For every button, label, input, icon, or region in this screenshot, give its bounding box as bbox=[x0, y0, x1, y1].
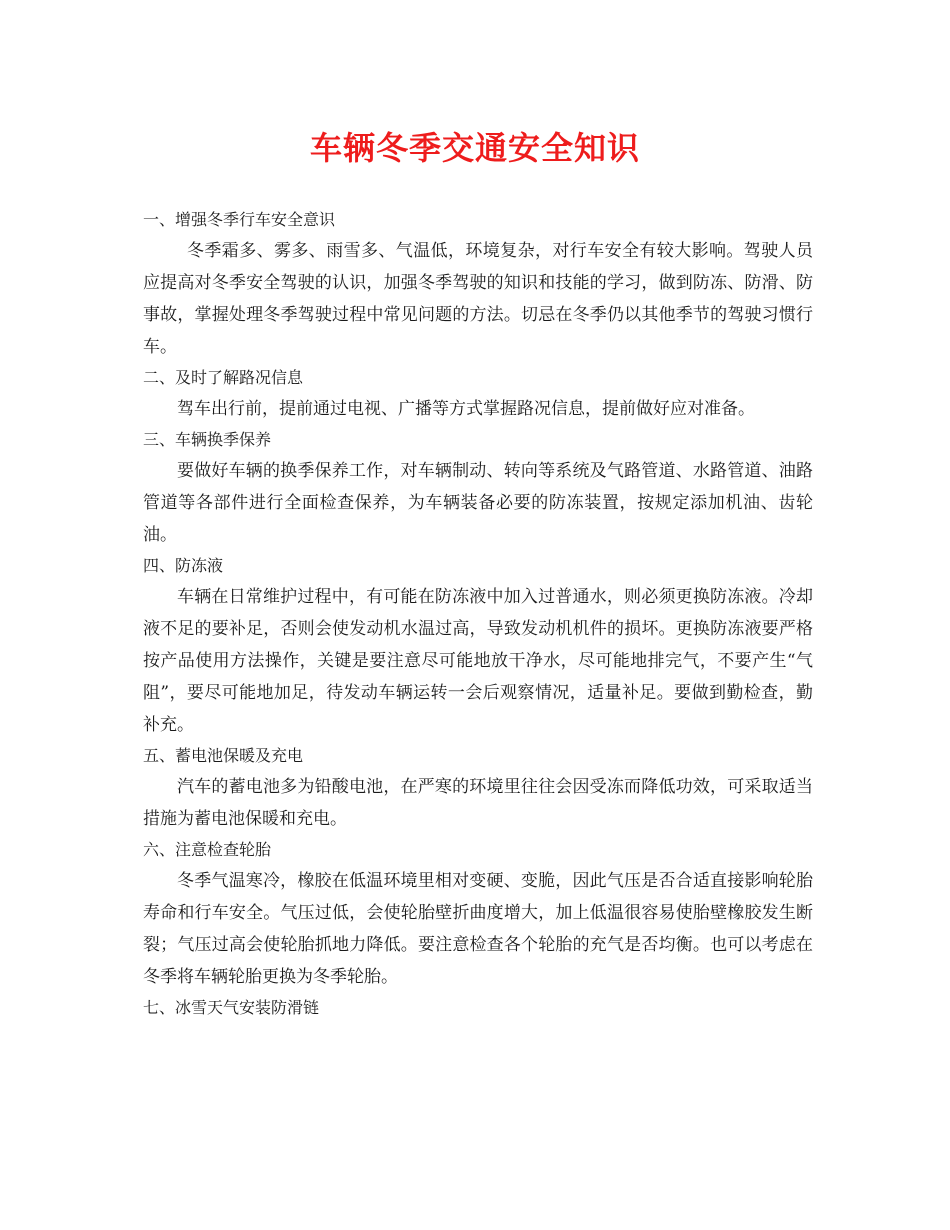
section-heading: 五、蓄电池保暖及充电 bbox=[143, 746, 304, 765]
section-heading: 三、车辆换季保养 bbox=[143, 430, 272, 449]
section-heading: 六、注意检查轮胎 bbox=[143, 840, 272, 859]
document-title: 车辆冬季交通安全知识 bbox=[309, 129, 640, 167]
section-paragraph: 车辆在日常维护过程中，有可能在防冻液中加入过普通水，则必须更换防冻液。冷却液不足的要补足，否则会使发动机水温过高，导致发动机机件的损坏。更换防冻液要严格按产品使用方法操作，关键是要注意尽可能地放干净水，尽可能地排完气，不要产生“气阻”，要尽可能地加足，待发动车辆运转一会后观察情况，适量补足。要做到勤检查，勤补充。 bbox=[143, 587, 813, 735]
section-paragraph: 冬季气温寒冷，橡胶在低温环境里相对变硬、变脆，因此气压是否合适直接影响轮胎寿命和行车安全。气压过低，会使轮胎壁折曲度增大，加上低温很容易使胎壁橡胶发生断裂；气压过高会使轮胎抓地力降低。要注意检查各个轮胎的充气是否均衡。也可以考虑在冬季将车辆轮胎更换为冬季轮胎。 bbox=[143, 871, 813, 987]
section-paragraph: 汽车的蓄电池多为铅酸电池，在严寒的环境里往往会因受冻而降低功效，可采取适当措施为蓄电池保暖和充电。 bbox=[143, 777, 813, 829]
section-heading: 七、冰雪天气安装防滑链 bbox=[143, 998, 320, 1017]
section-paragraph: 驾车出行前，提前通过电视、广播等方式掌握路况信息，提前做好应对准备。 bbox=[177, 399, 755, 419]
section-heading: 四、防冻液 bbox=[143, 556, 224, 575]
document-body bbox=[143, 205, 813, 1023]
section-heading: 二、及时了解路况信息 bbox=[143, 368, 304, 387]
section-paragraph: 冬季霜多、雾多、雨雪多、气温低，环境复杂，对行车安全有较大影响。驾驶人员应提高对冬季安全驾驶的认识，加强冬季驾驶的知识和技能的学习，做到防冻、防滑、防事故，掌握处理冬季驾驶过程中常见问题的方法。切忌在冬季仍以其他季节的驾驶习惯行车。 bbox=[143, 241, 813, 357]
section-heading: 一、增强冬季行车安全意识 bbox=[143, 210, 336, 229]
section-paragraph: 要做好车辆的换季保养工作，对车辆制动、转向等系统及气路管道、水路管道、油路管道等各部件进行全面检查保养，为车辆装备必要的防冻装置，按规定添加机油、齿轮油。 bbox=[143, 461, 813, 545]
